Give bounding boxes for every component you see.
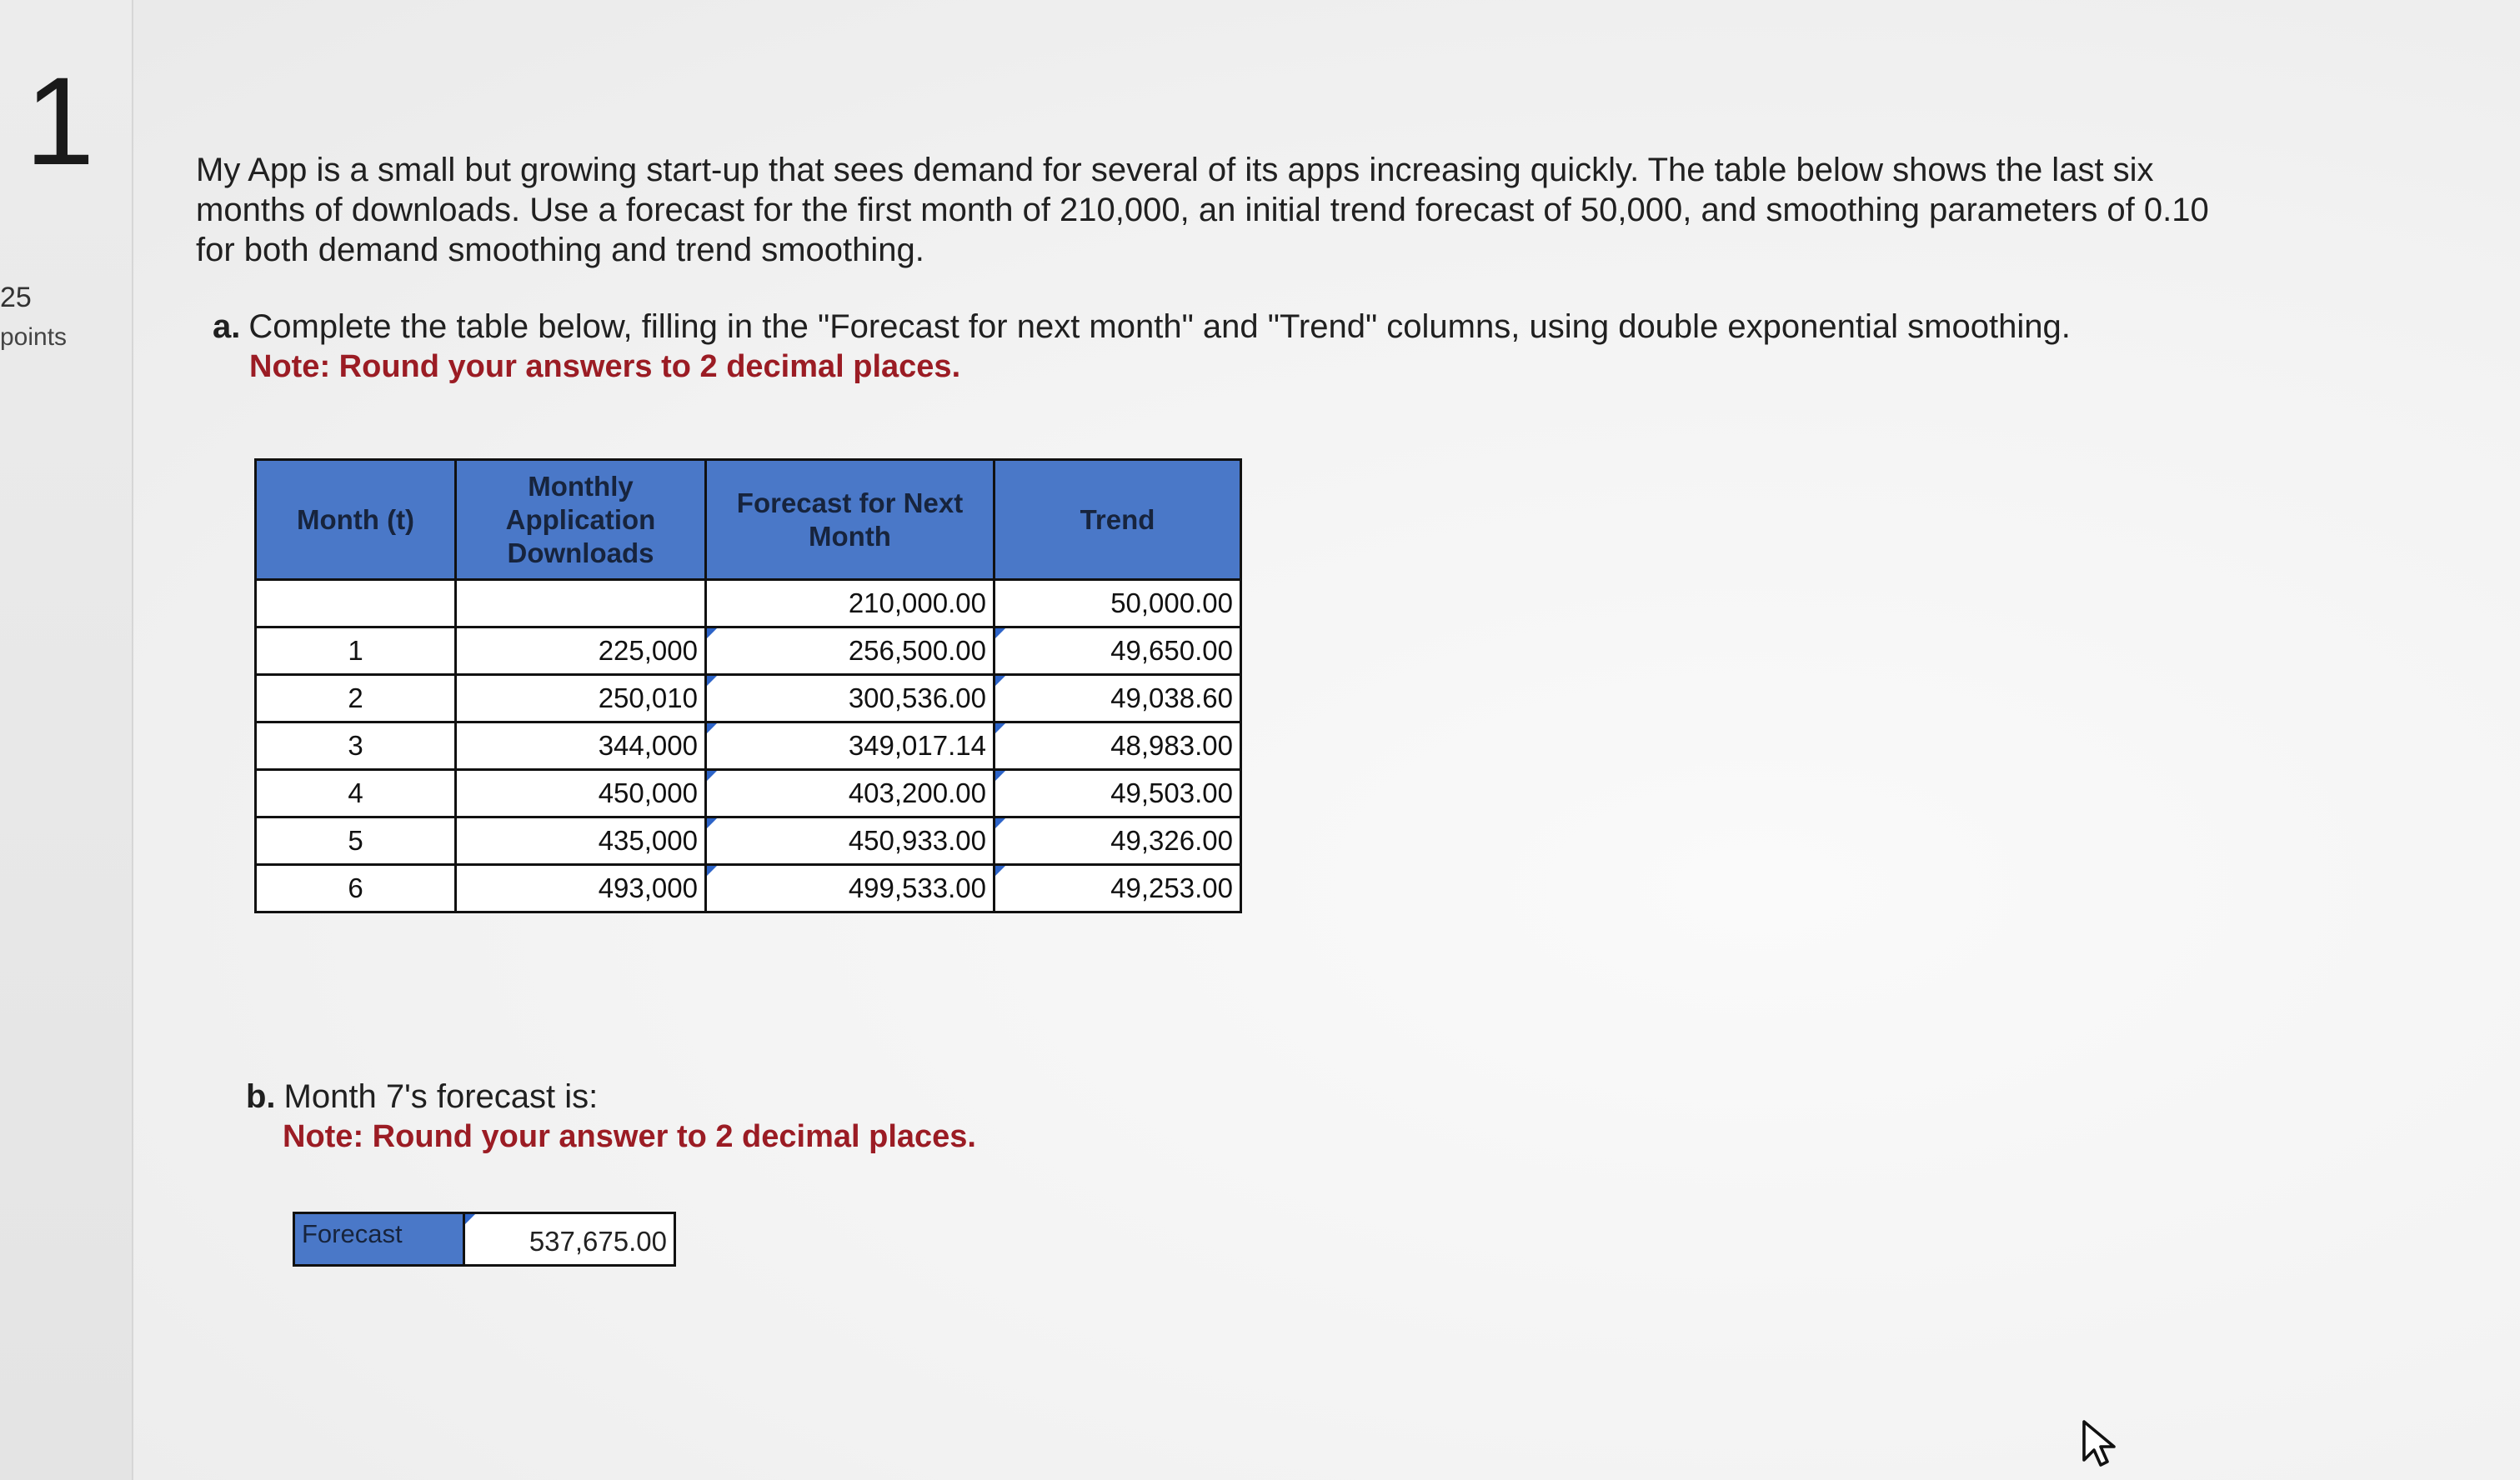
cell-downloads: 450,000 — [456, 770, 706, 818]
cell-month: 3 — [256, 722, 456, 770]
forecast-table — [254, 458, 1242, 913]
cell-trend-initial: 50,000.00 — [994, 580, 1241, 628]
part-b — [246, 1077, 2247, 1157]
trend-input[interactable]: 49,650.00 — [994, 628, 1241, 675]
table-row — [256, 722, 1241, 770]
part-b-prompt — [246, 1077, 2247, 1117]
table-row — [256, 865, 1241, 912]
table-header-row — [256, 460, 1241, 580]
cell-downloads: 344,000 — [456, 722, 706, 770]
month7-forecast-input[interactable]: 537,675.00 — [463, 1212, 676, 1267]
part-b-note — [283, 1117, 2247, 1157]
part-b-note-text: Round your answer to 2 decimal places. — [372, 1119, 976, 1154]
table-row — [256, 770, 1241, 818]
table-row — [256, 818, 1241, 865]
forecast-input[interactable]: 256,500.00 — [706, 628, 994, 675]
part-a-text: Complete the table below, filling in the "Forecast for next month" and "Trend" columns, using double exponential smoothing. — [248, 308, 2071, 345]
part-b-letter: b. — [246, 1078, 276, 1115]
table-row — [256, 628, 1241, 675]
forecast-input[interactable]: 300,536.00 — [706, 675, 994, 722]
part-a-note — [249, 347, 2247, 387]
header-downloads: Monthly Application Downloads — [456, 460, 706, 580]
points-label: points — [0, 323, 68, 351]
table-row — [256, 675, 1241, 722]
question-content — [196, 150, 2247, 1267]
cell-month: 5 — [256, 818, 456, 865]
cell-downloads: 250,010 — [456, 675, 706, 722]
forecast-input[interactable]: 349,017.14 — [706, 722, 994, 770]
header-month: Month (t) — [256, 460, 456, 580]
question-number: 1 — [25, 51, 95, 191]
points-value: 25 — [0, 282, 32, 313]
forecast-table-container — [254, 458, 2247, 913]
part-a-prompt — [213, 307, 2247, 347]
cell-month: 6 — [256, 865, 456, 912]
question-sidebar — [0, 0, 133, 1480]
cell-month: 1 — [256, 628, 456, 675]
header-trend: Trend — [994, 460, 1241, 580]
trend-input[interactable]: 48,983.00 — [994, 722, 1241, 770]
trend-input[interactable]: 49,326.00 — [994, 818, 1241, 865]
cell-month: 2 — [256, 675, 456, 722]
cell-month: 4 — [256, 770, 456, 818]
cell-downloads: 225,000 — [456, 628, 706, 675]
cell-downloads-initial — [456, 580, 706, 628]
header-forecast: Forecast for Next Month — [706, 460, 994, 580]
part-b-text: Month 7's forecast is: — [283, 1078, 599, 1115]
forecast-input[interactable]: 403,200.00 — [706, 770, 994, 818]
cell-downloads: 435,000 — [456, 818, 706, 865]
forecast-input[interactable]: 499,533.00 — [706, 865, 994, 912]
cell-forecast-initial: 210,000.00 — [706, 580, 994, 628]
month7-forecast-answer — [293, 1212, 2247, 1267]
answer-label: Forecast — [293, 1212, 463, 1267]
trend-input[interactable]: 49,038.60 — [994, 675, 1241, 722]
trend-input[interactable]: 49,253.00 — [994, 865, 1241, 912]
part-a-note-text: Round your answers to 2 decimal places. — [338, 349, 961, 384]
part-a-note-label: Note: — [249, 349, 331, 384]
forecast-input[interactable]: 450,933.00 — [706, 818, 994, 865]
part-b-note-label: Note: — [283, 1119, 364, 1154]
table-row-initial — [256, 580, 1241, 628]
cell-month-initial — [256, 580, 456, 628]
part-a — [213, 307, 2247, 387]
cell-downloads: 493,000 — [456, 865, 706, 912]
mouse-pointer-icon — [2081, 1420, 2117, 1468]
trend-input[interactable]: 49,503.00 — [994, 770, 1241, 818]
question-intro: My App is a small but growing start-up that sees demand for several of its apps increasing quickly. The table below shows the last six months of downloads. Use a forecast for the first month of 210,000, an initial trend forecast of 50,000, and smoothing parameters of 0.10 for both demand smoothing and trend smoothing. — [196, 152, 2209, 268]
part-a-letter: a. — [213, 308, 241, 345]
